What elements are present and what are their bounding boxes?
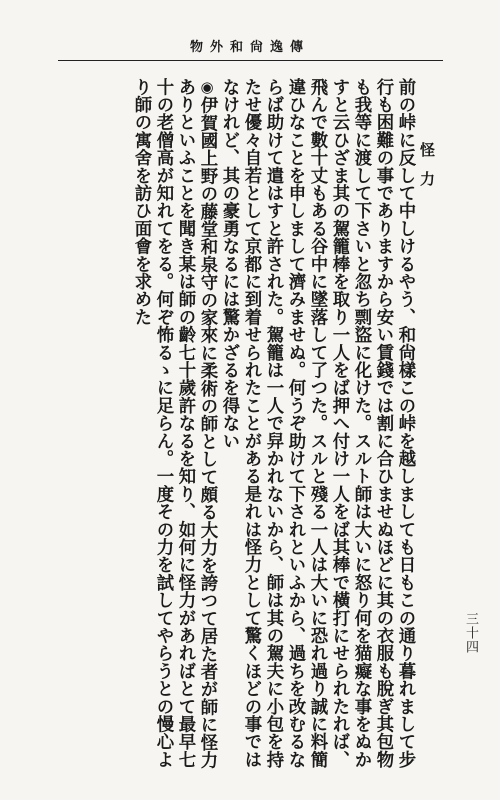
paragraph bbox=[130, 78, 218, 783]
paragraph-text: 伊賀國上野の藤堂和泉守の家來に柔術の師として頗る大力を誇つて居た者が師に怪力ありといふことを聞き某は師の齡七十歲許なるを知り、如何に怪力があればとて最早七十の老僧高が知れてをる。何ぞ怖るゝに足らん。一度その力を試してやらうとの慢心より師の寓舍を訪ひ面會を求めた bbox=[131, 78, 217, 769]
running-header: 物外和尙逸傳 bbox=[189, 40, 310, 55]
body-text bbox=[88, 78, 438, 783]
paragraph-text: 前の峠に反して中しけるやう、和尙樣この峠を越しましても日もこの通り暮れまして步行も困難の事でありますから安い賃錢では割に合ひませぬほどに其の衣服も脫ぎ其包物も我等に渡して下さいと忽ち剽盜に化けた。スルト師は大いに怒り何を猫癡な事をぬかすと云ひざま其の駕籠棒を取り一人をば押へ付け一人をば其棒で橫打にせられたれば、飛んで數十丈もある谷中に墜落して了つた。スルと殘る一人は大いに恐れ過り誠に料簡違ひなことを申しまして濟みませぬ。何うぞ助けて下されといふから、過ちを改むるならば助けて遣はすと許された。駕籠は一人で舁かれないから、師は其の駕夫に小包を持たせ優々自若として京都に到着せられたことがある是れは怪力として驚くほどの事ではなけれど、其の豪勇なるには驚かざるを得ない bbox=[219, 78, 415, 769]
header-rule bbox=[58, 60, 443, 61]
paragraph bbox=[218, 78, 416, 783]
section-heading: 怪力 bbox=[418, 142, 436, 200]
bullet-icon: ◉ bbox=[198, 78, 216, 97]
page-number: 三十四 bbox=[463, 612, 478, 654]
